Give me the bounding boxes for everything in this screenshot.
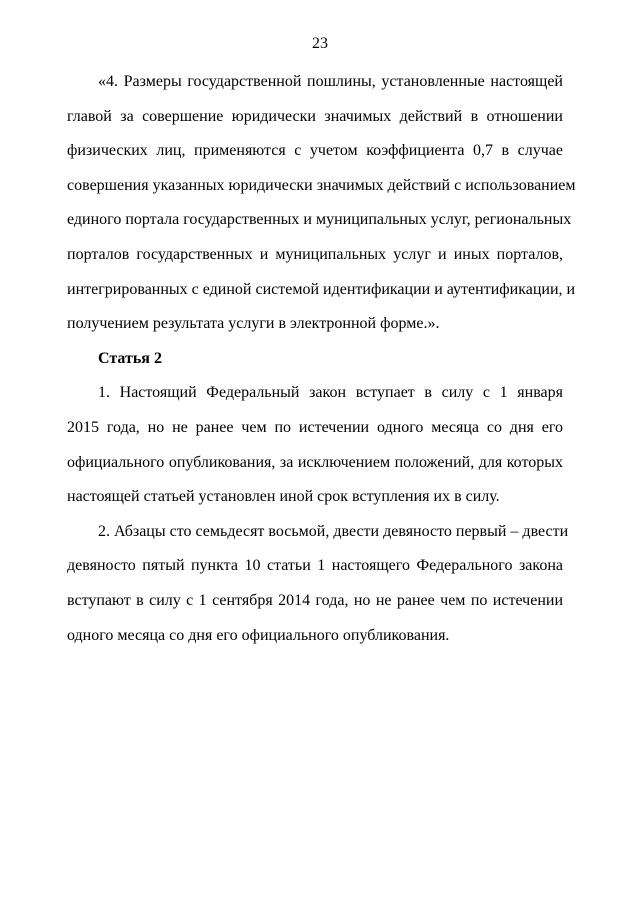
text-line: совершения указанных юридически значимых действий с использованием <box>67 176 576 194</box>
text-line: главой за совершение юридически значимых действий в отношении <box>67 107 563 125</box>
text-line: одного месяца со дня его официального опубликования. <box>67 626 450 644</box>
text-line: 2. Абзацы сто семьдесят восьмой, двести девяносто первый – двести <box>98 522 569 540</box>
text-line: 2015 года, но не ранее чем по истечении одного месяца со дня его <box>67 418 563 436</box>
paragraph-article2-item2 <box>67 515 569 653</box>
text-line: вступают в силу с 1 сентября 2014 года, но не ранее чем по истечении <box>67 591 563 609</box>
text-line: настоящей статьей установлен иной срок вступления их в силу. <box>67 488 500 506</box>
paragraph-4-state-duty <box>67 65 576 342</box>
text-line: единого портала государственных и муниципальных услуг, региональных <box>67 211 572 229</box>
paragraph-article2-item1 <box>67 376 563 514</box>
text-line: интегрированных с единой системой идентификации и аутентификации, и <box>67 280 576 298</box>
text-line: порталов государственных и муниципальных услуг и иных порталов, <box>67 245 563 263</box>
article-2-heading <box>67 342 563 377</box>
text-line: «4. Размеры государственной пошлины, установленные настоящей <box>98 73 563 90</box>
text-line: девяносто пятый пункта 10 статьи 1 настоящего Федерального закона <box>67 557 563 575</box>
text-line: 1. Настоящий Федеральный закон вступает в силу с 1 января <box>98 384 563 402</box>
text-line: получением результата услуги в электронной форме.». <box>67 315 440 333</box>
text-line: физических лиц, применяются с учетом коэффициента 0,7 в случае <box>67 142 563 160</box>
text-line: официального опубликования, за исключением положений, для которых <box>67 453 563 471</box>
page-number: 23 <box>312 35 328 52</box>
text-line: Статья 2 <box>98 349 162 367</box>
document-content <box>67 65 576 653</box>
